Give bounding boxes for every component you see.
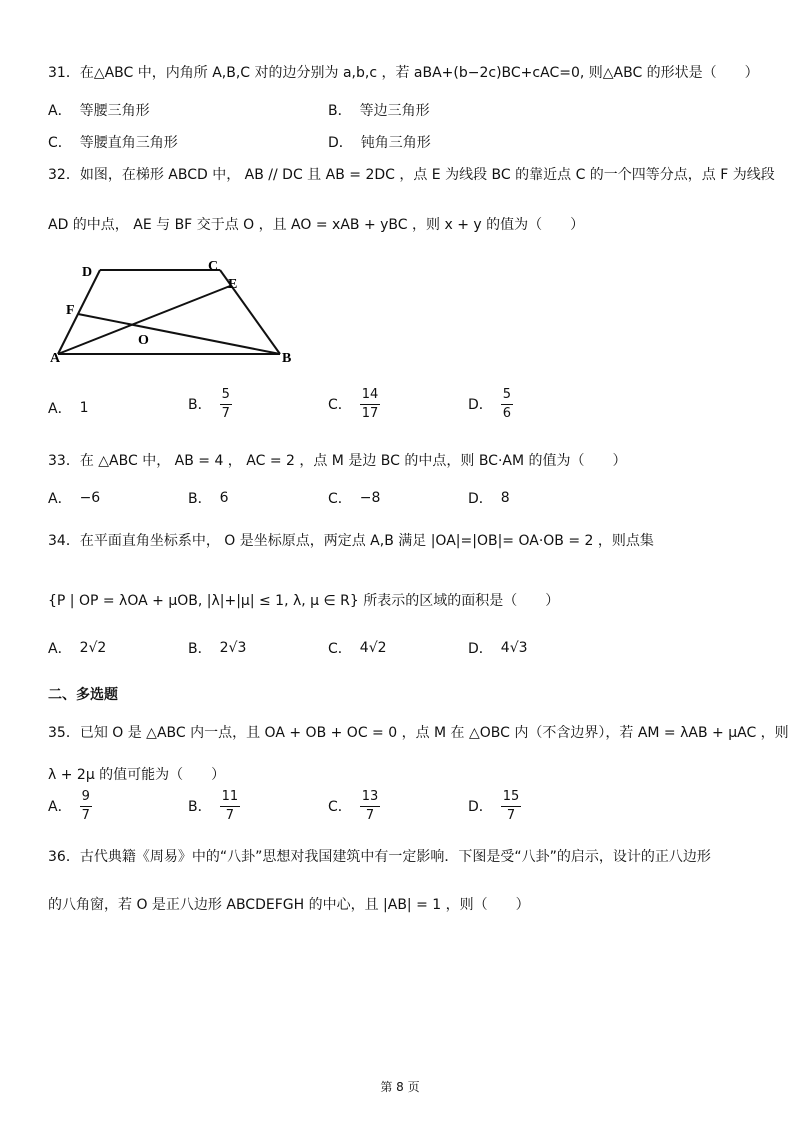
option-label: D． (468, 641, 493, 657)
option-text: 4√2 (359, 640, 387, 656)
option-text: 等腰三角形 (79, 103, 150, 119)
numerator: 5 (220, 388, 232, 405)
fraction (501, 790, 522, 822)
q35-option-c[interactable] (328, 790, 380, 822)
q34-option-a[interactable] (48, 638, 106, 658)
q34-options (48, 638, 768, 682)
denominator: 7 (225, 807, 235, 823)
option-label: C． (328, 799, 352, 816)
q32-line-2: AD 的中点， AE 与 BF 交于点 O ，且 AO = xAB + yBC ，则 x + y 的值为（ ） (48, 217, 585, 233)
option-text: 钝角三角形 (360, 135, 431, 151)
label-f: F (66, 303, 75, 318)
fraction (220, 388, 232, 420)
numerator: 13 (360, 790, 381, 807)
option-text: −8 (359, 490, 381, 506)
segment-ad (58, 270, 100, 354)
q35-option-d[interactable] (468, 790, 521, 822)
option-label: D． (328, 135, 353, 151)
option-text: 2√2 (79, 640, 107, 656)
q32-option-c[interactable] (328, 388, 380, 420)
numerator: 15 (501, 790, 522, 807)
option-label: A． (48, 491, 72, 507)
option-label: D． (468, 799, 493, 816)
option-text: 6 (219, 490, 229, 506)
q35-line-1: 35．已知 O 是 △ABC 内一点，且 OA + OB + OC = 0 ，点 M 在 △OBC 内（不含边界），若 AM = λAB + μAC ，则 (48, 725, 789, 741)
option-text: 等边三角形 (359, 103, 430, 119)
denominator: 7 (365, 807, 375, 823)
option-label: B． (188, 491, 212, 507)
label-a: A (50, 351, 61, 366)
option-label: A． (48, 401, 72, 417)
q31-stem: 31．在△ABC 中，内角所 A,B,C 对的边分别为 a,b,c ，若 aBA+(b−2c)BC+cAC=0, 则△ABC 的形状是（ ） (48, 65, 759, 81)
q31-option-b[interactable] (328, 100, 430, 120)
label-b: B (282, 351, 292, 366)
option-label: B． (328, 103, 352, 119)
option-label: B． (188, 799, 212, 816)
denominator: 17 (361, 405, 379, 421)
q32-option-b[interactable] (188, 388, 232, 420)
q35-option-b[interactable] (188, 790, 240, 822)
option-label: A． (48, 641, 72, 657)
q33-option-d[interactable] (468, 488, 510, 508)
option-text: 4√3 (500, 640, 528, 656)
fraction (360, 388, 381, 420)
option-text: 等腰直角三角形 (79, 135, 178, 151)
q34-line-2: {P | OP = λOA + μOB, |λ|+|μ| ≤ 1, λ, μ ∈ R} 所表示的区域的面积是（ ） (48, 593, 560, 609)
option-label: A． (48, 103, 72, 119)
q32-option-a[interactable] (48, 398, 89, 418)
fraction (220, 790, 241, 822)
fraction (80, 790, 92, 822)
q33-option-b[interactable] (188, 488, 229, 508)
option-label: B． (188, 397, 212, 414)
q35-options (48, 790, 768, 834)
label-o: O (138, 333, 149, 348)
option-label: D． (468, 397, 493, 414)
q36-line-1: 36．古代典籍《周易》中的“八卦”思想对我国建筑中有一定影响．下图是受“八卦”的启示，设计的正八边形 (48, 849, 711, 865)
option-label: C． (48, 135, 72, 151)
denominator: 6 (502, 405, 512, 421)
option-label: B． (188, 641, 212, 657)
label-c: C (208, 259, 219, 274)
numerator: 5 (501, 388, 513, 405)
section-title-multiple-choice: 二、多选题 (48, 687, 118, 703)
option-label: C． (328, 641, 352, 657)
q33-option-c[interactable] (328, 488, 380, 508)
option-text: 2√3 (219, 640, 247, 656)
numerator: 14 (360, 388, 381, 405)
label-e: E (228, 277, 238, 292)
q33-options (48, 488, 768, 532)
q31-option-d[interactable] (328, 132, 431, 152)
numerator: 9 (80, 790, 92, 807)
option-label: C． (328, 491, 352, 507)
q34-option-c[interactable] (328, 638, 387, 658)
option-text: 1 (79, 400, 89, 416)
q33-option-a[interactable] (48, 488, 100, 508)
q32-line-1: 32．如图，在梯形 ABCD 中， AB // DC 且 AB = 2DC ，点 E 为线段 BC 的靠近点 C 的一个四等分点，点 F 为线段 (48, 167, 775, 183)
q36-line-2: 的八角窗，若 O 是正八边形 ABCDEFGH 的中心，且 |AB| = 1 ，则（ ） (48, 897, 530, 913)
q35-option-a[interactable] (48, 790, 92, 822)
q32-options (48, 388, 768, 432)
label-d: D (82, 265, 93, 280)
option-label: A． (48, 799, 72, 816)
option-label: D． (468, 491, 493, 507)
q31-option-a[interactable] (48, 100, 150, 120)
trapezoid-figure (48, 258, 308, 370)
q32-option-d[interactable] (468, 388, 513, 420)
q34-option-d[interactable] (468, 638, 528, 658)
option-text: −6 (79, 490, 101, 506)
fraction (501, 388, 513, 420)
fraction (360, 790, 381, 822)
denominator: 7 (81, 807, 90, 823)
numerator: 11 (220, 790, 241, 807)
q31-option-c[interactable] (48, 132, 178, 152)
q34-line-1: 34．在平面直角坐标系中， O 是坐标原点，两定点 A,B 满足 |OA|=|OB|= OA·OB = 2 ，则点集 (48, 533, 654, 549)
denominator: 7 (506, 807, 516, 823)
q33-stem: 33．在 △ABC 中， AB = 4 ， AC = 2 ，点 M 是边 BC 的中点，则 BC·AM 的值为（ ） (48, 453, 627, 469)
page-number: 第 8 页 (380, 1080, 420, 1094)
q35-line-2: λ + 2μ 的值可能为（ ） (48, 767, 226, 783)
denominator: 7 (221, 405, 230, 421)
q34-option-b[interactable] (188, 638, 246, 658)
option-text: 8 (500, 490, 510, 506)
option-label: C． (328, 397, 352, 414)
